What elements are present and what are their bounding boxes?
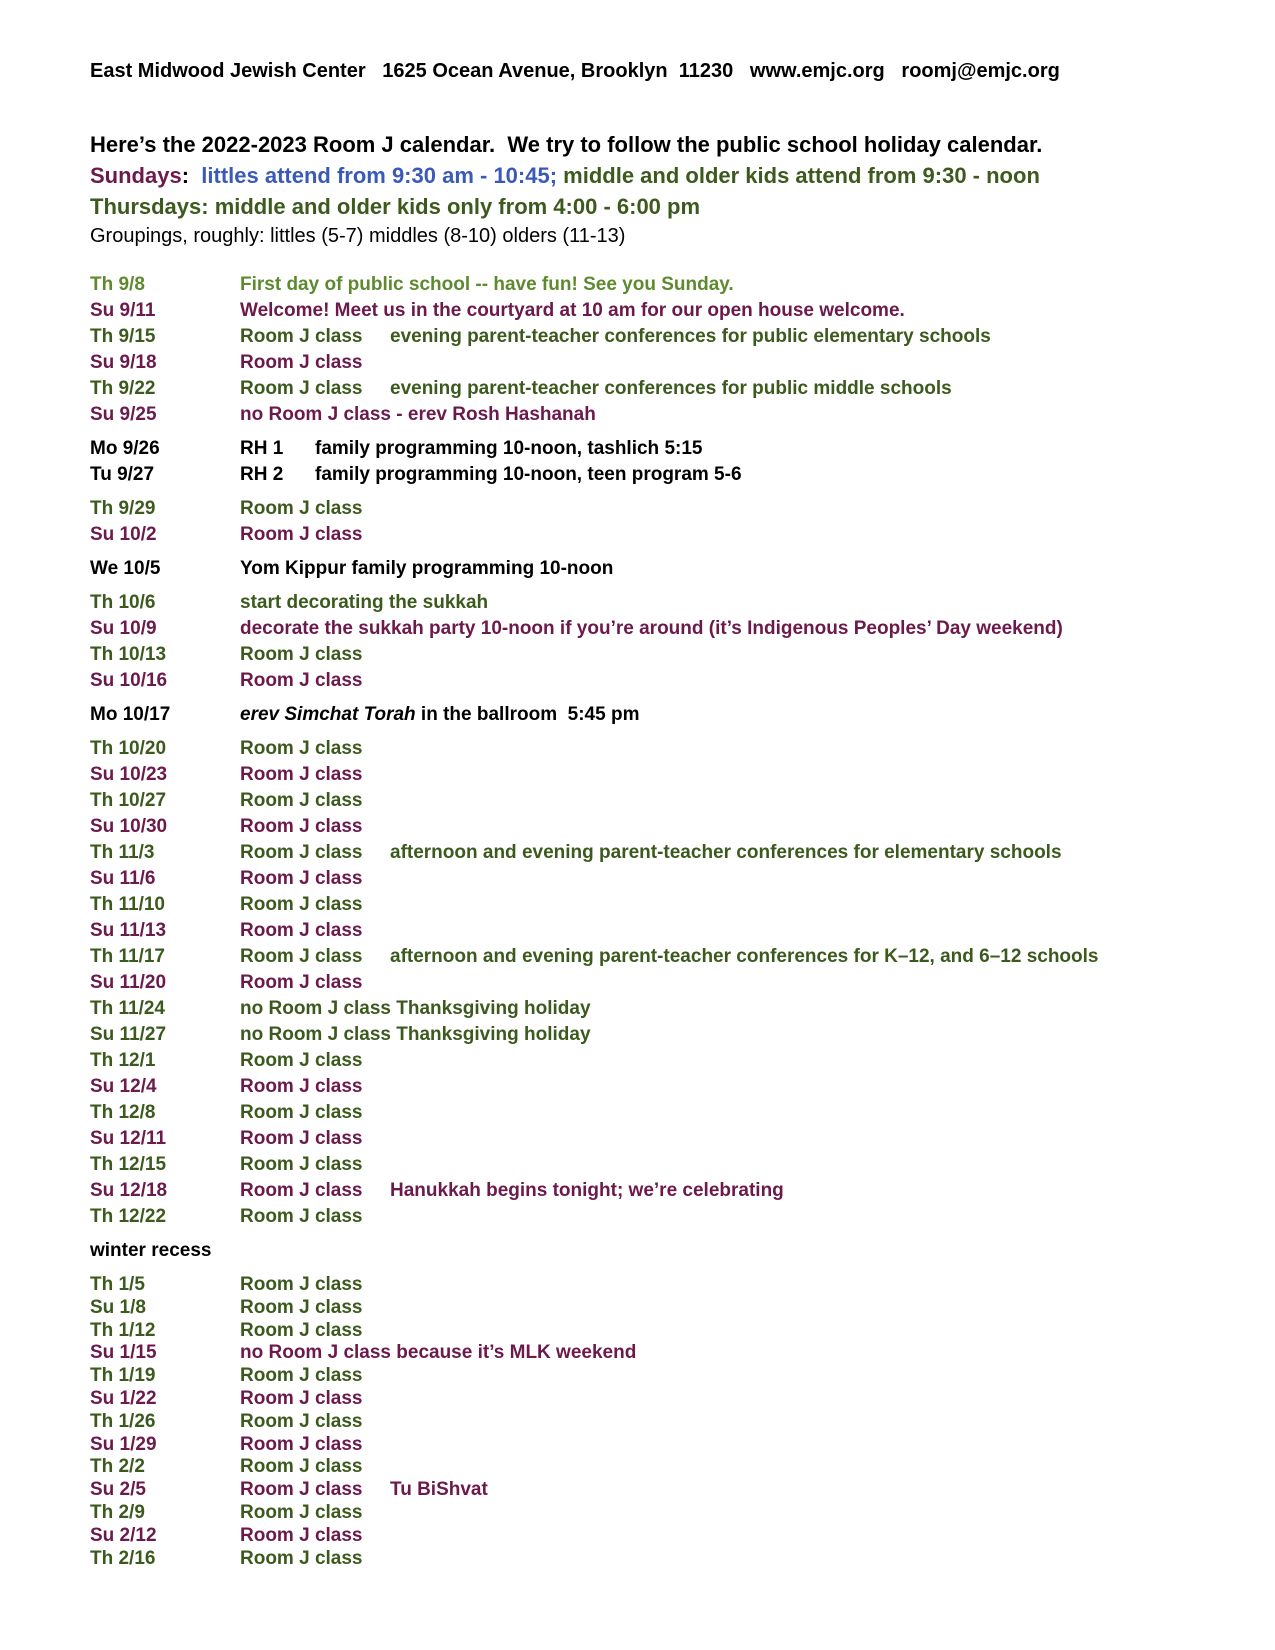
- row-date: Tu 9/27: [90, 464, 155, 485]
- row-event: Room J class: [240, 1050, 363, 1071]
- row-note: evening parent-teacher conferences for public middle schools: [390, 378, 952, 399]
- row-event: Yom Kippur family programming 10-noon: [240, 558, 614, 579]
- schedule-row: [90, 1388, 1240, 1411]
- row-event: Room J class: [240, 670, 363, 691]
- row-event: Room J class: [240, 790, 363, 811]
- schedule-row: [90, 1206, 1240, 1232]
- intro-headline: Here’s the 2022-2023 Room J calendar. We try to follow the public school holiday calendar.: [90, 132, 1043, 157]
- schedule-row: [90, 1076, 1240, 1102]
- row-event: Room J class: [240, 920, 363, 941]
- row-date: We 10/5: [90, 558, 161, 579]
- schedule-row: [90, 404, 1240, 430]
- thursdays-line: Thursdays: middle and older kids only from 4:00 - 6:00 pm: [90, 194, 701, 219]
- row-note: Tu BiShvat: [390, 1479, 488, 1501]
- row-event: no Room J class Thanksgiving holiday: [240, 1024, 591, 1045]
- row-event: Welcome! Meet us in the courtyard at 10 am for our open house welcome.: [240, 300, 905, 321]
- schedule-row: [90, 1320, 1240, 1343]
- row-event: Room J class: [240, 352, 363, 373]
- row-date: Th 10/13: [90, 644, 167, 665]
- schedule-row: [90, 524, 1240, 550]
- schedule-group-winter: [90, 1274, 1240, 1570]
- schedule-row-yom-kippur: [90, 558, 1240, 584]
- row-date: Th 9/15: [90, 326, 156, 347]
- schedule-row: [90, 868, 1240, 894]
- row-note: Hanukkah begins tonight; we’re celebrating: [390, 1180, 784, 1201]
- row-date: Th 9/8: [90, 274, 145, 295]
- row-event: Room J class: [240, 1102, 363, 1123]
- schedule-row: [90, 1456, 1240, 1479]
- row-date: Th 2/9: [90, 1501, 145, 1523]
- row-event: Room J class: [240, 1410, 363, 1432]
- schedule-row: [90, 1411, 1240, 1434]
- sundays-label: Sundays: [90, 163, 182, 188]
- groupings-line: Groupings, roughly: littles (5-7) middles (8-10) olders (11-13): [90, 225, 626, 247]
- row-date: Su 11/13: [90, 920, 167, 941]
- schedule-row: [90, 1434, 1240, 1457]
- row-date: Th 10/6: [90, 592, 156, 613]
- schedule-row: [90, 842, 1240, 868]
- schedule-row: [90, 378, 1240, 404]
- row-date: Su 10/30: [90, 816, 168, 837]
- row-event: Room J class: [240, 764, 363, 785]
- schedule-row: [90, 790, 1240, 816]
- row-event: no Room J class because it’s MLK weekend: [240, 1342, 637, 1364]
- schedule-group-fall-2: [90, 498, 1240, 550]
- row-date: Th 11/24: [90, 998, 165, 1019]
- row-event: Room J class: [240, 1206, 363, 1227]
- schedule-row: [90, 1180, 1240, 1206]
- row-date: Su 10/2: [90, 524, 157, 545]
- row-event: Room J class: [240, 946, 363, 967]
- row-event: First day of public school -- have fun! See you Sunday.: [240, 274, 734, 295]
- row-event: Room J class: [240, 644, 363, 665]
- schedule-row: [90, 946, 1240, 972]
- schedule-row: [90, 998, 1240, 1024]
- row-date: Th 10/27: [90, 790, 167, 811]
- schedule-row: [90, 1154, 1240, 1180]
- schedule-row: [90, 498, 1240, 524]
- row-event: no Room J class - erev Rosh Hashanah: [240, 404, 596, 425]
- row-date: Th 2/2: [90, 1456, 145, 1478]
- row-event: Room J class: [240, 1296, 363, 1318]
- row-event: Room J class: [240, 1319, 363, 1341]
- row-date: Su 10/23: [90, 764, 168, 785]
- sundays-colon: :: [181, 163, 202, 188]
- row-date: Su 11/27: [90, 1024, 167, 1045]
- row-date: Su 11/6: [90, 868, 156, 889]
- row-event: family programming 10-noon, tashlich 5:15: [315, 438, 703, 459]
- row-event: [240, 704, 639, 726]
- row-date: Th 12/1: [90, 1050, 156, 1071]
- schedule-row: [90, 816, 1240, 842]
- schedule-row: [90, 1502, 1240, 1525]
- schedule-group-fall-3: [90, 592, 1240, 696]
- org-name: East Midwood Jewish Center: [90, 60, 366, 82]
- schedule-row: [90, 1365, 1240, 1388]
- row-event: Room J class: [240, 1387, 363, 1409]
- schedule-row: [90, 274, 1240, 300]
- row-event-italic: erev Simchat Torah: [240, 704, 416, 725]
- row-date: Th 12/8: [90, 1102, 156, 1123]
- org-email[interactable]: roomj@emjc.org: [901, 60, 1060, 82]
- schedule-row: [90, 894, 1240, 920]
- row-date: Su 12/18: [90, 1180, 168, 1201]
- row-date: Su 2/12: [90, 1524, 157, 1546]
- row-event: Room J class: [240, 1501, 363, 1523]
- row-event: Room J class: [240, 868, 363, 889]
- org-header: [90, 60, 1060, 83]
- row-date: Su 1/29: [90, 1433, 157, 1455]
- row-event: Room J class: [240, 1433, 363, 1455]
- schedule-row: [90, 670, 1240, 696]
- schedule-row: [90, 326, 1240, 352]
- row-date: Su 1/15: [90, 1342, 157, 1364]
- row-date: Th 9/22: [90, 378, 156, 399]
- schedule-row: [90, 1024, 1240, 1050]
- schedule-row: [90, 1525, 1240, 1548]
- row-event: Room J class: [240, 1365, 363, 1387]
- sundays-rest: middle and older kids attend from 9:30 - noon: [557, 163, 1040, 188]
- row-event: Room J class: [240, 842, 363, 863]
- row-date: Mo 9/26: [90, 438, 160, 459]
- winter-recess-label: [90, 1240, 1240, 1266]
- row-event: Room J class: [240, 524, 363, 545]
- schedule-row: [90, 1548, 1240, 1571]
- row-date: Th 11/3: [90, 842, 155, 863]
- schedule-group-rosh-hashanah: [90, 438, 1240, 490]
- schedule-row: [90, 300, 1240, 326]
- row-date: Th 11/10: [90, 894, 165, 915]
- row-event: start decorating the sukkah: [240, 592, 489, 613]
- schedule-row: [90, 972, 1240, 998]
- schedule: [90, 274, 1240, 1570]
- row-date: Mo 10/17: [90, 704, 171, 725]
- schedule-row-simchat-torah: [90, 704, 1240, 730]
- row-event: no Room J class Thanksgiving holiday: [240, 998, 591, 1019]
- row-date: Th 1/26: [90, 1410, 156, 1432]
- schedule-row: [90, 592, 1240, 618]
- row-date: Th 11/17: [90, 946, 165, 967]
- schedule-row: [90, 1102, 1240, 1128]
- row-note: evening parent-teacher conferences for public elementary schools: [390, 326, 991, 347]
- row-holiday-label: RH 2: [240, 464, 284, 485]
- row-event: Room J class: [240, 1128, 363, 1149]
- schedule-row: [90, 1050, 1240, 1076]
- schedule-row: [90, 920, 1240, 946]
- schedule-row: [90, 1342, 1240, 1365]
- row-date: Su 1/8: [90, 1296, 146, 1318]
- schedule-row-rosh-hashanah: [90, 438, 1240, 464]
- schedule-row: [90, 1297, 1240, 1320]
- row-event: Room J class: [240, 326, 363, 347]
- row-date: winter recess: [90, 1240, 212, 1261]
- sundays-line: [90, 160, 1042, 191]
- row-date: Th 2/16: [90, 1547, 156, 1569]
- schedule-row: [90, 1479, 1240, 1502]
- schedule-row: [90, 1274, 1240, 1297]
- row-event: Room J class: [240, 498, 363, 519]
- row-date: Su 9/25: [90, 404, 157, 425]
- row-event: family programming 10-noon, teen program 5-6: [315, 464, 742, 485]
- org-website[interactable]: www.emjc.org: [749, 60, 885, 82]
- row-event: Room J class: [240, 1524, 363, 1546]
- schedule-row: [90, 1128, 1240, 1154]
- row-date: Su 10/9: [90, 618, 157, 639]
- schedule-row: [90, 618, 1240, 644]
- row-date: Su 9/18: [90, 352, 157, 373]
- row-event: Room J class: [240, 972, 363, 993]
- schedule-group-fall-1: [90, 274, 1240, 430]
- row-event: Room J class: [240, 1180, 363, 1201]
- schedule-row: [90, 644, 1240, 670]
- row-date: Th 1/5: [90, 1274, 145, 1295]
- row-date: Th 12/22: [90, 1206, 167, 1227]
- row-event: Room J class: [240, 1456, 363, 1478]
- schedule-row: [90, 764, 1240, 790]
- row-date: Su 11/20: [90, 972, 167, 993]
- org-address: 1625 Ocean Avenue, Brooklyn 11230: [382, 60, 734, 82]
- schedule-group-fall-4: [90, 738, 1240, 1232]
- row-date: Su 10/16: [90, 670, 168, 691]
- row-event: Room J class: [240, 1274, 363, 1295]
- row-event: Room J class: [240, 1547, 363, 1569]
- row-event: Room J class: [240, 894, 363, 915]
- schedule-row: [90, 352, 1240, 378]
- row-date: Th 1/12: [90, 1319, 156, 1341]
- row-date: Th 1/19: [90, 1365, 156, 1387]
- row-event: decorate the sukkah party 10-noon if you’re around (it’s Indigenous Peoples’ Day weekend): [240, 618, 1063, 639]
- row-holiday-label: RH 1: [240, 438, 284, 459]
- row-event: Room J class: [240, 1154, 363, 1175]
- row-date: Su 2/5: [90, 1479, 146, 1501]
- row-date: Th 12/15: [90, 1154, 167, 1175]
- schedule-row: [90, 738, 1240, 764]
- intro-block: [90, 129, 1042, 250]
- row-event: Room J class: [240, 1479, 363, 1501]
- row-event: Room J class: [240, 1076, 363, 1097]
- row-note: afternoon and evening parent-teacher conferences for elementary schools: [390, 842, 1062, 863]
- row-note: afternoon and evening parent-teacher conferences for K–12, and 6–12 schools: [390, 946, 1099, 967]
- row-event-rest: in the ballroom 5:45 pm: [415, 704, 640, 725]
- row-date: Th 9/29: [90, 498, 156, 519]
- schedule-row-rosh-hashanah: [90, 464, 1240, 490]
- row-date: Su 12/11: [90, 1128, 167, 1149]
- row-date: Su 1/22: [90, 1387, 157, 1409]
- row-date: Su 12/4: [90, 1076, 157, 1097]
- row-event: Room J class: [240, 738, 363, 759]
- row-event: Room J class: [240, 378, 363, 399]
- row-date: Su 9/11: [90, 300, 156, 321]
- sundays-littles: littles attend from 9:30 am - 10:45;: [201, 163, 558, 188]
- row-date: Th 10/20: [90, 738, 167, 759]
- row-event: Room J class: [240, 816, 363, 837]
